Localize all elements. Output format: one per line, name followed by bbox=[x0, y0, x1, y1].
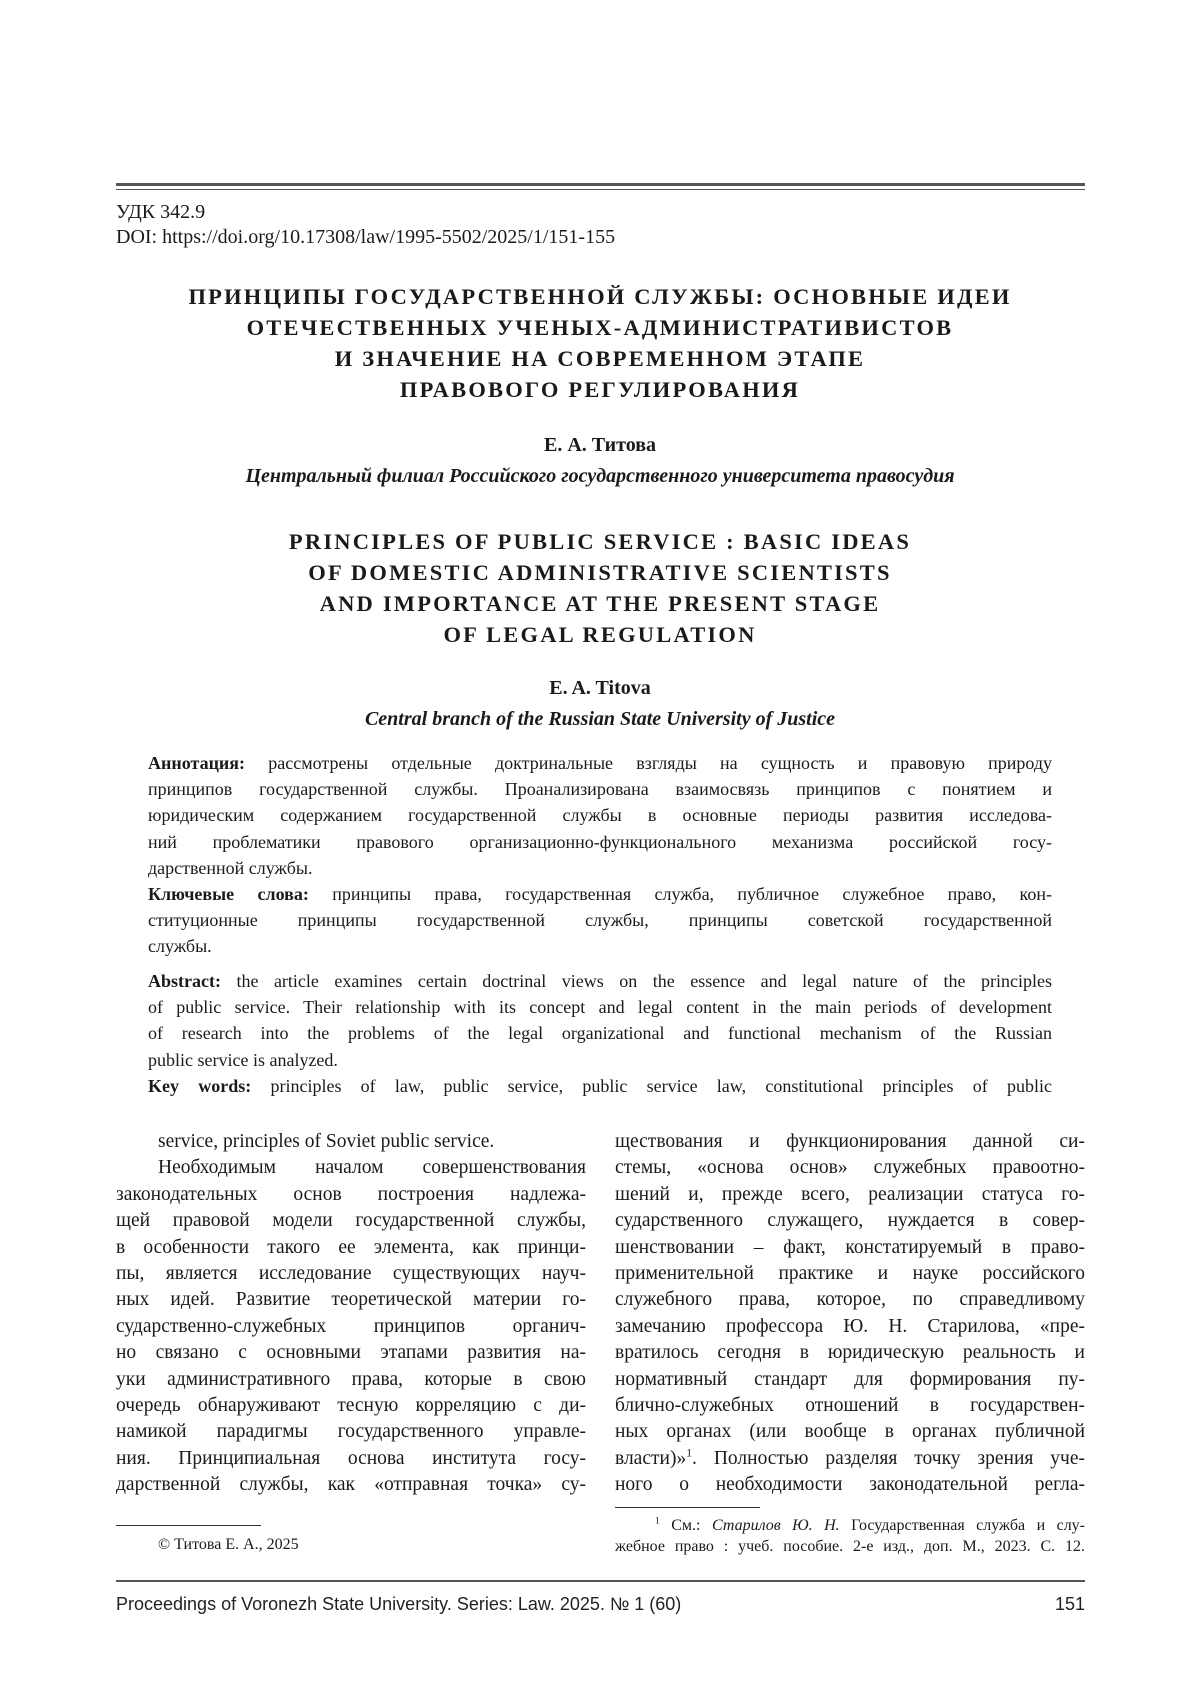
text-line: намикой парадигмы государственного управле- bbox=[116, 1419, 586, 1445]
footnote bbox=[615, 1515, 1085, 1557]
title-ru-line: ОТЕЧЕСТВЕННЫХ УЧЕНЫХ-АДМИНИСТРАТИВИСТОВ bbox=[0, 312, 1200, 343]
footnote-mark: 1 bbox=[655, 1516, 660, 1527]
text-line: ституционные принципы государственной службы, принципы советской государственной bbox=[148, 907, 1052, 933]
text-span: власти)» bbox=[615, 1448, 686, 1469]
text-line: of research into the problems of the legal organizational and functional mechanism of the Russian bbox=[148, 1020, 1052, 1046]
text-line: законодательных основ построения надлежа- bbox=[116, 1182, 586, 1208]
footnote-ref[interactable]: 1 bbox=[686, 1446, 692, 1459]
footnote-line: жебное право : учеб. пособие. 2-е изд., доп. М., 2023. С. 12. bbox=[615, 1536, 1085, 1557]
title-en bbox=[0, 526, 1200, 650]
footnote-rule-right bbox=[615, 1507, 760, 1508]
text-line: замечанию профессора Ю. Н. Старилова, «пре- bbox=[615, 1314, 1085, 1340]
text-line: the article examines certain doctrinal views on the essence and legal nature of the principles bbox=[221, 971, 1052, 991]
text-line: принципов государственной службы. Проанализирована взаимосвязь принципов с понятием и bbox=[148, 776, 1052, 802]
title-en-line: OF DOMESTIC ADMINISTRATIVE SCIENTISTS bbox=[0, 557, 1200, 588]
text-line: сударственно-служебных принципов органич- bbox=[116, 1314, 586, 1340]
affiliation-ru: Центральный филиал Российского государственного университета правосудия bbox=[0, 461, 1200, 492]
text-line: ных идей. Развитие теоретической материи го- bbox=[116, 1287, 586, 1313]
title-ru-line: ПРАВОВОГО РЕГУЛИРОВАНИЯ bbox=[0, 374, 1200, 405]
text-line: ществования и функционирования данной си- bbox=[615, 1129, 1085, 1155]
author-ru: Е. А. Титова bbox=[0, 430, 1200, 461]
header-rule bbox=[116, 183, 1085, 190]
abstract-en-block bbox=[148, 968, 1052, 1099]
keywords-en-label: Key words: bbox=[148, 1076, 251, 1096]
copyright: © Титова Е. А., 2025 bbox=[158, 1534, 299, 1555]
text-line: ных органах (или вообще в органах публичной bbox=[615, 1419, 1085, 1445]
text-line: public service is analyzed. bbox=[148, 1047, 1052, 1073]
text-line: service, principles of Soviet public service. bbox=[116, 1129, 586, 1155]
text-line: службы. bbox=[148, 933, 1052, 959]
right-column bbox=[615, 1129, 1085, 1498]
text-line: дарственной службы, как «отправная точка» су- bbox=[116, 1472, 586, 1498]
text-line: principles of law, public service, public service law, constitutional principles of public bbox=[251, 1076, 1052, 1096]
title-en-line: AND IMPORTANCE AT THE PRESENT STAGE bbox=[0, 588, 1200, 619]
page-footer bbox=[116, 1592, 1085, 1616]
title-ru-line: ПРИНЦИПЫ ГОСУДАРСТВЕННОЙ СЛУЖБЫ: ОСНОВНЫЕ ИДЕИ bbox=[0, 281, 1200, 312]
footnote-rule-left bbox=[116, 1525, 261, 1526]
text-line: но связано с основными этапами развития на- bbox=[116, 1340, 586, 1366]
text-span: . Полностью разделяя точку зрения уче- bbox=[692, 1448, 1085, 1469]
title-ru bbox=[0, 281, 1200, 405]
text-line: шенствовании – факт, констатируемый в право- bbox=[615, 1235, 1085, 1261]
text-line: вратилось сегодня в юридическую реальность и bbox=[615, 1340, 1085, 1366]
keywords-ru-label: Ключевые слова: bbox=[148, 884, 309, 904]
author-en: E. A. Titova bbox=[0, 673, 1200, 704]
text-line: применительной практике и науке российского bbox=[615, 1261, 1085, 1287]
text-line: ний проблематики правового организационно-функционального механизма российской госу- bbox=[148, 829, 1052, 855]
text-line: ного о необходимости законодательной регла- bbox=[615, 1472, 1085, 1498]
text-span: См.: bbox=[660, 1517, 712, 1534]
left-column bbox=[116, 1129, 586, 1498]
text-line: служебного права, которое, по справедливому bbox=[615, 1287, 1085, 1313]
text-line: в особенности такого ее элемента, как принци- bbox=[116, 1235, 586, 1261]
text-line: блично-служебных отношений в государствен- bbox=[615, 1393, 1085, 1419]
text-line: Необходимым началом совершенствования bbox=[116, 1155, 586, 1181]
text-line bbox=[615, 1446, 1085, 1472]
text-line: сударственного служащего, нуждается в совер- bbox=[615, 1208, 1085, 1234]
title-en-line: OF LEGAL REGULATION bbox=[0, 619, 1200, 650]
text-line: шений и, прежде всего, реализации статуса го- bbox=[615, 1182, 1085, 1208]
text-line: ния. Принципиальная основа института госу- bbox=[116, 1446, 586, 1472]
udk: УДК 342.9 bbox=[116, 200, 205, 225]
title-en-line: PRINCIPLES OF PUBLIC SERVICE : BASIC IDEAS bbox=[0, 526, 1200, 557]
text-line: рассмотрены отдельные доктринальные взгляды на сущность и правовую природу bbox=[245, 753, 1052, 773]
text-line: стемы, «основа основ» служебных правоотно- bbox=[615, 1155, 1085, 1181]
journal-name: Proceedings of Voronezh State University. Series: Law. 2025. № 1 (60) bbox=[116, 1592, 681, 1616]
text-line: юридическим содержанием государственной службы в основные периоды развития исследова- bbox=[148, 802, 1052, 828]
annotation-label: Аннотация: bbox=[148, 753, 245, 773]
affiliation-en: Central branch of the Russian State University of Justice bbox=[0, 704, 1200, 735]
text-span: Государственная служба и слу- bbox=[840, 1517, 1085, 1534]
text-line: пы, является исследование существующих науч- bbox=[116, 1261, 586, 1287]
text-line: нормативный стандарт для формирования пу- bbox=[615, 1367, 1085, 1393]
doi: DOI: https://doi.org/10.17308/law/1995-5502/2025/1/151-155 bbox=[116, 225, 615, 250]
text-line: очередь обнаруживают тесную корреляцию с ди- bbox=[116, 1393, 586, 1419]
title-ru-line: И ЗНАЧЕНИЕ НА СОВРЕМЕННОМ ЭТАПЕ bbox=[0, 343, 1200, 374]
text-line: дарственной службы. bbox=[148, 855, 1052, 881]
annotation-block bbox=[148, 750, 1052, 960]
footnote-line bbox=[615, 1515, 1085, 1536]
text-line: уки административного права, которые в свою bbox=[116, 1367, 586, 1393]
abstract-label: Abstract: bbox=[148, 971, 221, 991]
text-line: принципы права, государственная служба, публичное служебное право, кон- bbox=[309, 884, 1052, 904]
page-number: 151 bbox=[1055, 1592, 1085, 1616]
text-line: of public service. Their relationship with its concept and legal content in the main periods of development bbox=[148, 994, 1052, 1020]
footer-rule bbox=[116, 1580, 1085, 1582]
footnote-author: Старилов Ю. Н. bbox=[712, 1517, 840, 1534]
text-line: щей правовой модели государственной службы, bbox=[116, 1208, 586, 1234]
